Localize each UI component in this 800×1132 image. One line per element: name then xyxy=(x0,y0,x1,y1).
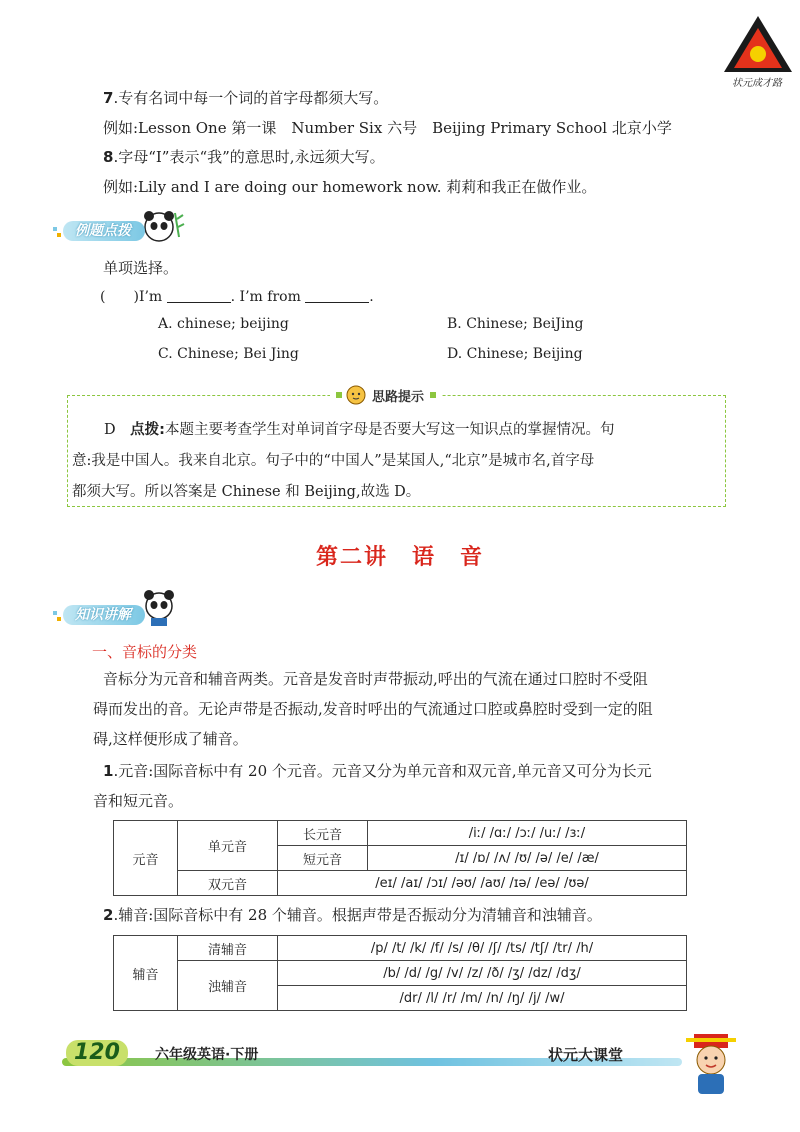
short-vowel-label: 短元音 xyxy=(278,846,368,871)
section-heading: 一、音标的分类 xyxy=(92,643,198,661)
voiced-ipa-1: /b/ /d/ /g/ /v/ /z/ /ð/ /ʒ/ /dz/ /dʒ/ xyxy=(278,961,687,986)
section-p1-line1: 音标分为元音和辅音两类。元音是发音时声带振动,呼出的气流在通过口腔时不受阻 xyxy=(103,670,648,688)
tip-line-3: 都须大写。所以答案是 Chinese 和 Beijing,故选 D。 xyxy=(72,484,421,500)
rule-8: 8.字母“I”表示“我”的意思时,永远须大写。 xyxy=(103,148,385,166)
panda-icon xyxy=(139,588,179,628)
long-vowel-ipa: /iː/ /ɑː/ /ɔː/ /uː/ /ɜː/ xyxy=(368,821,687,846)
option-c[interactable]: C. Chinese; Bei Jing xyxy=(158,346,299,362)
logo xyxy=(722,14,794,89)
long-vowel-label: 长元音 xyxy=(278,821,368,846)
lesson-title: 第二讲 语 音 xyxy=(315,545,484,570)
consonant-table xyxy=(113,935,687,1011)
section-p1-line2: 碍而发出的音。无论声带是否振动,发音时呼出的气流通过口腔或鼻腔时受到一定的阻 xyxy=(93,700,653,718)
section-p1-line3: 碍,这样便形成了辅音。 xyxy=(93,730,248,748)
logo-text: 状元成才路 xyxy=(732,78,782,89)
option-d[interactable]: D. Chinese; Beijing xyxy=(447,346,583,362)
question-heading: 单项选择。 xyxy=(103,259,179,277)
answer-blank-2[interactable] xyxy=(305,286,369,303)
example-banner xyxy=(63,220,185,242)
vowel-intro-line2: 音和短元音。 xyxy=(93,792,184,810)
question-stem: ( )I’m . I’m from . xyxy=(100,286,374,308)
knowledge-banner-label: 知识讲解 xyxy=(63,605,145,625)
thinking-kid-icon xyxy=(344,384,368,406)
knowledge-banner xyxy=(63,604,179,626)
diphthong-ipa: /eɪ/ /aɪ/ /ɔɪ/ /əʊ/ /aʊ/ /ɪə/ /eə/ /ʊə/ xyxy=(278,871,687,896)
panda-icon xyxy=(139,207,185,245)
mono-vowel-cell: 单元音 xyxy=(178,821,278,871)
vowel-group-cell: 元音 xyxy=(114,821,178,896)
tip-line-2: 意:我是中国人。我来自北京。句子中的“中国人”是某国人,“北京”是城市名,首字母 xyxy=(72,453,595,469)
consonant-intro: 2.辅音:国际音标中有 28 个辅音。根据声带是否振动分为清辅音和浊辅音。 xyxy=(103,906,602,924)
logo-triangle-icon xyxy=(722,14,794,74)
book-title: 六年级英语·下册 xyxy=(155,1047,259,1063)
tip-title: 思路提示 xyxy=(330,384,442,406)
example-banner-label: 例题点拨 xyxy=(63,221,145,241)
mascot-scholar-icon xyxy=(676,1030,746,1100)
short-vowel-ipa: /ɪ/ /ɒ/ /ʌ/ /ʊ/ /ə/ /e/ /æ/ xyxy=(368,846,687,871)
rule-7-example: 例如:Lesson One 第一课 Number Six 六号 Beijing Primary School 北京小学 xyxy=(103,119,672,137)
voiced-label: 浊辅音 xyxy=(178,961,278,1011)
vowel-table xyxy=(113,820,687,896)
brand-name: 状元大课堂 xyxy=(548,1046,624,1064)
tip-line-1: D 点拨:本题主要考查学生对单词首字母是否要大写这一知识点的掌握情况。句 xyxy=(104,422,615,438)
voiced-ipa-2: /dr/ /l/ /r/ /m/ /n/ /ŋ/ /j/ /w/ xyxy=(278,986,687,1011)
rule-8-example: 例如:Lily and I are doing our homework now. 莉莉和我正在做作业。 xyxy=(103,178,597,196)
option-b[interactable]: B. Chinese; BeiJing xyxy=(447,316,584,332)
answer-blank-1[interactable] xyxy=(167,286,231,303)
rule-7: 7.专有名词中每一个词的首字母都须大写。 xyxy=(103,89,389,107)
diphthong-label: 双元音 xyxy=(178,871,278,896)
voiceless-label: 清辅音 xyxy=(178,936,278,961)
consonant-group-cell: 辅音 xyxy=(114,936,178,1011)
option-a[interactable]: A. chinese; beijing xyxy=(158,316,289,332)
vowel-intro-line1: 1.元音:国际音标中有 20 个元音。元音又分为单元音和双元音,单元音又可分为长元 xyxy=(103,762,652,780)
voiceless-ipa: /p/ /t/ /k/ /f/ /s/ /θ/ /ʃ/ /ts/ /tʃ/ /tr/ /h/ xyxy=(278,936,687,961)
page-number: 120 xyxy=(66,1040,128,1066)
